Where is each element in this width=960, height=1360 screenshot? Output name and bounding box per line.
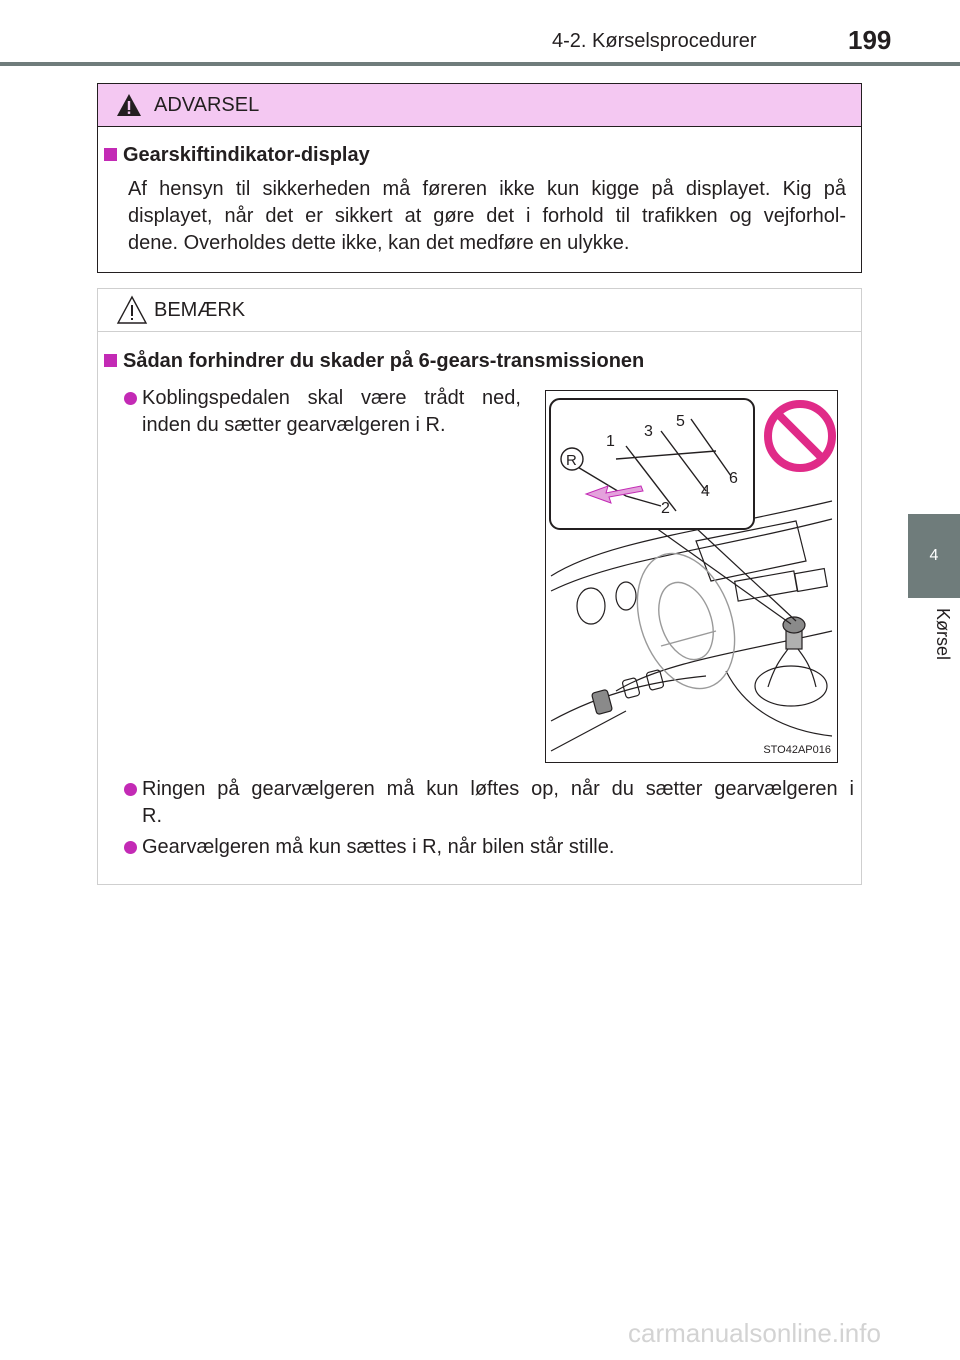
bullet-1-text: Koblingspedalen skal være trådt ned, inden du sætter gearvælgeren i R. bbox=[142, 387, 521, 436]
chapter-label: Kørsel bbox=[933, 608, 953, 661]
gear-label-6: 6 bbox=[729, 470, 738, 487]
gearshift-illustration bbox=[545, 390, 838, 763]
gear-label-3: 3 bbox=[644, 423, 653, 440]
note-label: BEMÆRK bbox=[154, 298, 246, 321]
chapter-number: 4 bbox=[929, 547, 939, 564]
section-square-icon bbox=[104, 148, 117, 161]
chapter-tab[interactable] bbox=[908, 514, 960, 598]
note-heading: Sådan forhindrer du skader på 6-gears-transmissionen bbox=[104, 350, 644, 373]
section-title: 4-2. Kørselsprocedurer bbox=[552, 30, 757, 52]
warning-box bbox=[97, 83, 862, 273]
page-number: 199 bbox=[848, 25, 892, 55]
caution-outline-icon bbox=[116, 295, 148, 325]
gear-label-5: 5 bbox=[676, 413, 685, 430]
warning-heading: Gearskiftindikator-display bbox=[104, 144, 370, 167]
warning-label: ADVARSEL bbox=[154, 93, 260, 116]
watermark: carmanualsonline.info bbox=[628, 1318, 881, 1348]
figure-code: STO42AP016 bbox=[763, 744, 831, 756]
bullet-3-text: Gearvælgeren må kun sættes i R, når bilen står stille. bbox=[142, 836, 615, 858]
bullet-dot-icon bbox=[124, 392, 137, 410]
note-header bbox=[98, 289, 861, 332]
gear-label-4: 4 bbox=[701, 483, 710, 500]
gearshift-drawing bbox=[546, 391, 837, 762]
gear-label-r: R bbox=[566, 452, 577, 469]
bullet-2-text: Ringen på gearvælgeren må kun løftes op, når du sætter gearvælgeren i R. bbox=[142, 778, 854, 827]
header-rule bbox=[0, 62, 960, 66]
warning-header bbox=[98, 84, 861, 127]
gear-label-2: 2 bbox=[661, 500, 670, 517]
prohibition-icon bbox=[768, 404, 832, 468]
bullet-dot-icon bbox=[124, 841, 137, 859]
warning-triangle-icon bbox=[116, 93, 142, 117]
section-square-icon bbox=[104, 354, 117, 367]
warning-text: Af hensyn til sikkerheden må føreren ikke kun kigge på displayet. Kig på displayet, når det er sikkert at gøre det i forhold til trafikken og vejforhol- dene. Overholdes dette ikke, kan det medføre en ulykke. bbox=[128, 178, 846, 254]
bullet-dot-icon bbox=[124, 783, 137, 801]
gear-label-1: 1 bbox=[606, 433, 615, 450]
